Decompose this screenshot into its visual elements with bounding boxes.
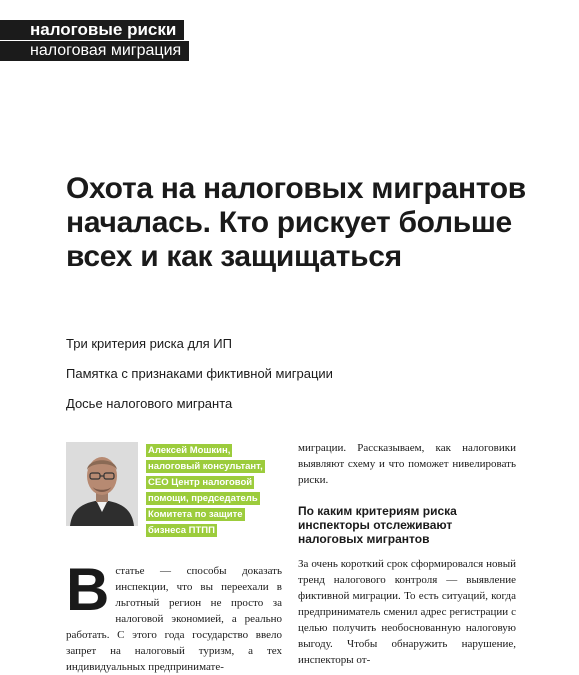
author-line: бизнеса ПТПП	[148, 525, 215, 536]
article-title: Охота на налоговых мигрантов началась. Кто рискует больше всех и как защищаться	[66, 172, 526, 273]
author-photo	[66, 442, 138, 526]
highlight-item: Три критерия риска для ИП	[66, 336, 232, 351]
highlight-item: Досье налогового мигранта	[66, 396, 233, 411]
drop-cap: В	[66, 556, 110, 623]
author-portrait-icon	[66, 442, 138, 526]
section-subheading: По каким критериям риска инспекторы отслеживают налоговых мигрантов	[298, 504, 457, 546]
section-body-text: За очень короткий срок сформировался новый тренд налогового контроля — выявление фиктивной миграции. То есть ситуаций, когда предприниматель сменил адрес регистрации с целью получить необоснованную налоговую выгоду. Чтобы обнаружить нарушение, инспекторы от-	[298, 558, 516, 666]
author-line: Комитета по защите	[148, 509, 243, 520]
rubric-section: налоговые риски	[0, 20, 184, 40]
rubric-topic: налоговая миграция	[0, 41, 189, 61]
article-column-left	[66, 556, 282, 675]
article-highlights	[66, 336, 486, 426]
rubric	[0, 20, 189, 61]
article-column-right	[298, 440, 516, 668]
author-caption	[146, 443, 286, 539]
lead-text: статье — способы доказать инспекции, что вы переехали в льготный регион не просто за налоговой экономией, а реально работать. С этого года государство ввело запрет на налоговый туризм, а тех индивидуальных предпринимате-	[66, 565, 282, 673]
author-line: СЕО Центр налоговой	[148, 477, 253, 488]
column-intro-text: миграции. Рассказываем, как налоговики выявляют схему и что поможет нивелировать риски.	[298, 442, 516, 486]
author-line: помощи, председатель	[148, 493, 258, 504]
author-line: налоговый консультант,	[148, 461, 263, 472]
author-line: Алексей Мошкин,	[148, 445, 231, 456]
highlight-item: Памятка с признаками фиктивной миграции	[66, 366, 333, 381]
